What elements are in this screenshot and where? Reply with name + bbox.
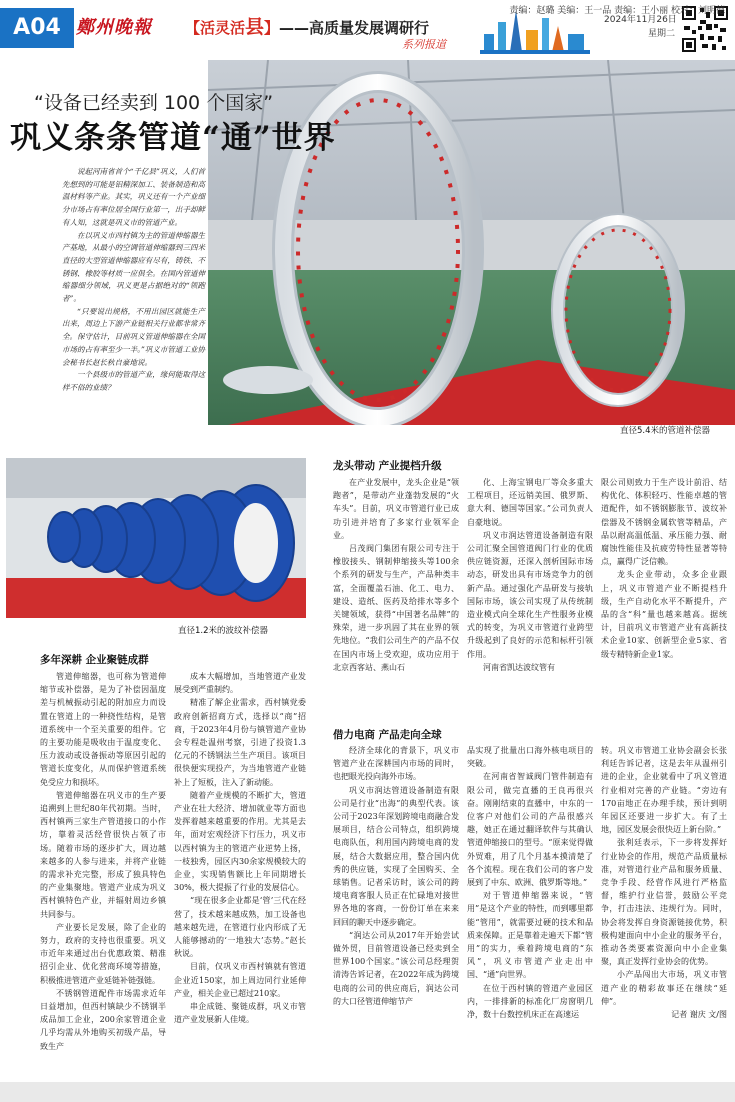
body-paragraph: 转。巩义市管道工业协会副会长张利廷告诉记者，这是去年从温州引进的企业，企业就看中了巩义管道行业相对完善的产业链。“旁边有170亩地正在办理手续，预计到明年园区还要进一步扩大。有了土地，园区发展会很快迈上新台阶。”: [601, 746, 727, 835]
body-paragraph: 不锈钢管道配件市场需求近年日益增加，但西村镇缺少不锈钢半成品加工企业，200余家管道企业几乎均需从外地购买初级产品，导致生产: [40, 988, 166, 1051]
issue-weekday: 星期二: [648, 29, 676, 39]
body-paragraph: 张利廷表示，下一步将发挥好行业协会的作用，规范产品质量标准，对管道行业产品和服务质量、竞争手段、经营作风进行严格监督，维护行业信誉，鼓励公平竞争，打击违法、违规行为。同时，协会将发挥自身资源链接优势，积极构建面向中小企业的服务平台，推动各类要素资源向中小企业集聚，真正发挥行业协会的优势。: [601, 838, 727, 967]
body-paragraph: 产业要长足发展，除了企业的努力，政府的支持也很重要。巩义市近年来通过出台优惠政策、精准招引企业、优化营商环境等措施，积极推进管道产业延链补链强链。: [40, 922, 166, 985]
body-paragraph: 龙头企业带动，众多企业跟上，巩义市管道产业不断提档升级，生产自动化水平不断提升，产品的含“科”量也越来越高。据统计，目前巩义市管道产业有高新技术企业10家、创新型企业5家、省级专精特新企业1家。: [601, 570, 727, 659]
editor-credits: 责编：赵璐 美编：王一品 责编：王小丽 校对：刘明德: [509, 6, 725, 16]
left-photo-caption: 直径1.2米的波纹补偿器: [178, 626, 269, 636]
photo-bellows-compensator: [6, 458, 306, 618]
body-paragraph: 目前，仅巩义市西村镇就有管道企业近150家，加上周边同行业延伸产业，相关企业已超过210家。: [174, 962, 306, 998]
column-bracket-right: 】: [264, 19, 280, 37]
body-paragraph: 管道伸缩器在巩义市的生产要追溯到上世纪80年代初期。当时，西村镇两三家生产管道接口的小作坊，靠着灵活经营很快占领了市场。随着市场的逐步扩大，周边越来越多的人参与进来，并将产业链的需求补充完整，形成了独具特色的产业集聚地。管道产业成为巩义西村镇特色产业，并辐射周边乡镇共同参与。: [40, 790, 166, 919]
body-paragraph: 在河南省智诚阀门管件制造有限公司，做完直播的王良再很兴奋。刚刚结束的直播中，中东的一位客户对他们公司的产品很感兴趣，她正在通过翻译软件与其确认管道伸缩接口的型号。“原来觉得做外贸难，用了几个月基本摸清楚了各个流程。现在我们公司的客户发展到了中东、欧洲、俄罗斯等地。”: [467, 772, 593, 888]
body-paragraph: 巩义市润达管道设备制造有限公司汇聚全国管道阀门行业的优质供应链资源，还深入剖析国际市场动态，研发出具有市场竞争力的创新产品。通过强化产品研发与接轨国际市场，该公司实现了从传统制造业模式向全球化生产性服务业模式的转变，为巩义市管道行业跨型升级起到了良好的示范和标杆引领作用。: [467, 530, 593, 659]
column-tail: ——高质量发展调研行: [279, 19, 430, 37]
section-2-column-1: [333, 476, 459, 674]
column-bracket-county: 县: [245, 16, 265, 38]
article-headline: 巩义条条管道“通”世界: [10, 120, 336, 156]
section-3-column-1: [333, 744, 459, 1008]
section-title: 多年深耕 企业聚链成群: [40, 654, 149, 666]
body-paragraph: 精准了解企业需求，西村镇党委政府创新招商方式，选择以“商”招商，于2023年4月份与镇管道产业协会专程赴温州考察，引进了投资1.3亿元的不锈钢法兰生产项目。该项目很快便实现投产，为当地管道产业链补上了短板，注入了新动能。: [174, 698, 306, 787]
intro-paragraph: “只要说出规格，不用出园区就能生产出来，周边上下游产业链相关行业都非常齐全。保守估计，目前巩义管道伸缩器在全国市场的占有率至少一半。”巩义市管道工业协会秘书长赵长秋自豪地说。: [62, 306, 205, 367]
section-1-column-1: [40, 670, 166, 1053]
page-number: A04: [0, 8, 74, 48]
page-footer: [0, 1082, 735, 1102]
body-paragraph: “现在很多企业都是‘管’三代在经营了，技术越来越成熟，加工设备也越来越先进，在管道行业内形成了无人能够撼动的‘一地独大’态势。”赵长秋说。: [174, 896, 306, 959]
section-title: 借力电商 产品走向全球: [333, 729, 442, 741]
newspaper-logo: 鄭州晚報: [76, 17, 152, 38]
body-paragraph: 河南省凯达波纹管有: [483, 662, 555, 672]
body-paragraph: 随着产业规模的不断扩大，管道产业在壮大经济、增加就业等方面也发挥着越来越重要的作用。尤其是去年，面对宏观经济下行压力，巩义市以西村镇为主的管道产业逆势上扬，一枝独秀，园区内30余家规模较大的企业，实现销售额比上年同期增长30%，极大提振了行业的发展信心。: [174, 790, 306, 893]
intro-paragraph: 一个县级市的管道产业，缘何能取得这样不俗的业绩？: [62, 370, 205, 392]
body-paragraph: “润达公司从2017年开始尝试做外贸，目前管道设备已经卖到全世界100个国家。”该公司总经理贺清涛告诉记者，在2022年成为跨境电商的公司的供应商后，润达公司的大口径管道伸缩节产: [333, 930, 459, 1006]
section-title: 龙头带动 产业提档升级: [333, 460, 442, 472]
body-paragraph: 成本大幅增加，当地管道产业发展受到严重制约。: [174, 672, 306, 695]
body-paragraph: 串企成链、聚链成群，巩义市管道产业发展新人佳境。: [174, 1002, 306, 1025]
body-paragraph: 管道伸缩器，也可称为管道伸缩节或补偿器，是为了补偿因温度差与机械振动引起的附加应力而设置在管道上的一种挠性结构，是管道系统中一个至关重要的组件。它的主要功能是吸收由于温度变化、压力波动或设备振动等原因引起的管道长度变化，从而保护管道系统免受应力和损坏。: [40, 672, 166, 787]
section-3-column-3: [601, 744, 727, 1021]
intro-paragraph: 在以巩义市西村镇为主的管道伸缩器生产基地，从最小的空调管道伸缩器到三四米直径的大型管道伸缩器应有尽有，铸铁、不锈钢、橡胶等材质一应俱全。在国内管道伸缩器细分领域，巩义更是占据绝对的“领跑者”。: [62, 230, 205, 304]
byline: 记者 谢庆 文/图: [671, 1010, 727, 1020]
article-kicker: “设备已经卖到 100 个国家”: [34, 92, 274, 114]
body-paragraph: 经济全球化的背景下，巩义市管道产业在深耕国内市场的同时，也把眼光投向海外市场。: [333, 746, 459, 782]
body-paragraph: 巩义市润达管道设备制造有限公司是行业“出海”的典型代表。该公司于2023年深划跨境电商融合发展项目，结合公司特点，组织跨境电商队伍，利用国内跨境电商的发展，结合大数据应用，整合国内优秀的供应链，实现了全国购买、全球销售。记者采访时，该公司的跨境电商客服人员正在忙碌地对接世界各地的客商，一份份订单在来来回回的聊天中逐步确定。: [333, 785, 459, 927]
intro-paragraph: 说起河南省首个“千亿县”巩义，人们首先想到的可能是铝精深加工、装备制造和高温材料等产业。其实，巩义还有一个产业细分市场占有率位居全国行业第一，出手却鲜有人知，这就是巩义市的管道产业。: [62, 167, 205, 227]
column-title: [185, 12, 429, 39]
body-paragraph: 品实现了批量出口海外核电项目的突破。: [467, 746, 593, 769]
column-subtitle: 系列报道: [402, 38, 446, 51]
body-paragraph: 限公司则致力于生产设计前沿、结构优化、体积轻巧、性能卓越的管道配件，如不锈钢膨胀节、波纹补偿器及不锈钢金属软管等精品，产品以耐高温低温、承压能力强、耐腐蚀性能佳及抗疲劳特性显著等特点，赢得广泛信赖。: [601, 478, 727, 567]
column-bracket-left: 【活灵活: [185, 19, 246, 37]
body-paragraph: 在位于西村镇的管道产业园区内，一排排新的标准化厂房窗明几净，数十台数控机床正在高速运: [467, 983, 593, 1020]
section-1-column-2: [174, 670, 306, 1026]
section-2-column-2: [467, 476, 593, 674]
body-paragraph: 吕茂阀门集团有限公司专注于橡胶接头、钢制伸缩接头等100余个系列的研发与生产，产品种类丰富，全面覆盖石油、化工、电力、建设、造纸、医药及给排水等多个关键领域，获得“中国著名品牌”的殊荣，进一步巩固了其在业界的领先地位。“我们公司生产的产品不仅在国内市场上受欢迎，成功应用于北京西客站、燕山石: [333, 544, 459, 672]
hero-photo-caption: 直径5.4米的管道补偿器: [620, 426, 711, 436]
article-intro: [62, 166, 205, 395]
body-paragraph: 对于管道伸缩器来说，“管用”是这个产业的特性，而到哪里都能“管用”，就需要过硬的技术和品质来保障。正是靠着走遍天下都“管用”的实力，乘着跨境电商的“东风”，巩义市管道产业走出中国、“通”向世界。: [467, 891, 593, 980]
body-paragraph: 小产品闯出大市场，巩义市管道产业的精彩故事还在继续“延伸”。: [601, 970, 727, 1006]
section-2-column-3: [601, 476, 727, 661]
section-3-column-2: [467, 744, 593, 1021]
issue-date: 2024年11月26日: [604, 15, 677, 25]
body-paragraph: 在产业发展中，龙头企业是“领跑者”，是带动产业蓬勃发展的“火车头”。目前，巩义市管道行业已成功引进并培育了多家行业领军企业。: [333, 478, 459, 540]
body-paragraph: 化、上海宝钢电厂等众多重大工程项目，还远销美国、俄罗斯、意大利、德国等国家。”公司负责人自豪地说。: [467, 478, 593, 527]
